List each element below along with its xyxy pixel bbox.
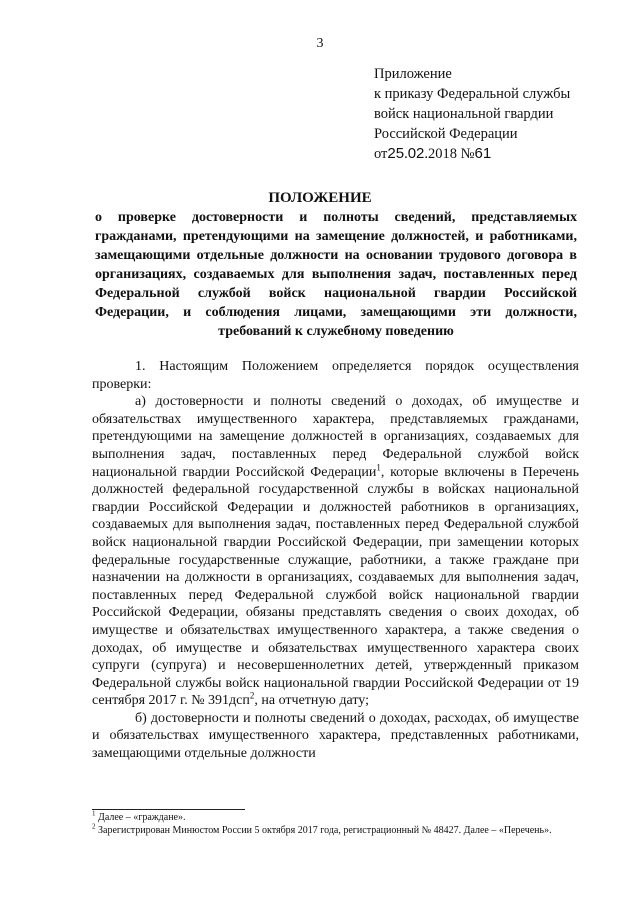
appendix-line-3: войск национальной гвардии [374, 106, 554, 122]
number-sign: № [460, 146, 475, 162]
paragraph-3: б) достоверности и полноты сведений о доходах, расходах, об имуществе и обязательствах имущественного характера, представленных работниками, замещающими отдельные должности [92, 710, 579, 762]
date-day: 25 [387, 145, 405, 162]
footnote-1 [92, 809, 579, 825]
footnote-1-text: Далее – «граждане». [95, 812, 186, 823]
page-number: 3 [316, 36, 324, 51]
paragraph-2-part-3: , на отчетную дату; [254, 693, 369, 709]
footnote-ref-2: 2 [249, 690, 255, 701]
footnote-2-mark: 2 [92, 822, 96, 831]
appendix-line-4: Российской Федерации [374, 126, 518, 142]
footnotes [92, 809, 579, 837]
date-year: .2018 [424, 146, 458, 162]
document-body [92, 358, 579, 763]
footnote-divider [92, 809, 245, 810]
appendix-line-2: к приказу Федеральной службы [374, 86, 571, 102]
document-title: ПОЛОЖЕНИЕ [268, 190, 372, 206]
document-subtitle: о проверке достоверности и полноты сведений, представляемых гражданами, претендующими на замещение должностей, и работниками, замещающими отдельные должности на основании трудового договора в организациях, создаваемых для выполнения задач, поставленных перед Федеральной службой войск национальной гвардии Российской Федерации, и соблюдения лицами, замещающими эти должности, требований к служебному поведению [95, 210, 577, 339]
appendix-line-1: Приложение [374, 66, 452, 82]
footnote-ref-1: 1 [376, 461, 381, 472]
footnote-1-mark: 1 [92, 809, 96, 818]
footnote-2-text: Зарегистрирован Минюстом России 5 октября 2017 года, регистрационный № 48427. Далее – «Перечень». [95, 824, 552, 836]
paragraph-1: 1. Настоящим Положением определяется порядок осуществления проверки: [92, 359, 579, 392]
appendix-block [374, 64, 624, 164]
date-separator: . [404, 146, 408, 162]
paragraph-2-part-1: а) достоверности и полноты сведений о доходах, об имуществе и обязательствах имущественного характера, представляемых гражданами, претендующими на замещение должностей в организациях, создаваемых для выполнения задач, поставленных перед Федеральной службой войск национальной гвардии Российской Федерации [92, 394, 579, 480]
order-number: 61 [474, 145, 492, 162]
date-prefix: от [374, 146, 388, 162]
date-month: 02 [407, 145, 425, 162]
paragraph-2-part-2: , которые включены в Перечень должностей федеральной государственной службы в войсках национальной гвардии Российской Федерации и должностей работников в организациях, создаваемых для выполнения задач, поставленных перед Федеральной службой войск национальной гвардии Российской Федерации, при замещении которых федеральные государственные служащие, работники, а также граждане при назначении на должности в организациях, создаваемых для выполнения задач, поставленных перед Федеральной службой войск национальной гвардии Российской Федерации, обязаны представлять сведения о своих доходах, об имуществе и обязательствах имущественного характера, а также сведения о доходах, об имуществе и обязательствах имущественного характера своих супруги (супруга) и несовершеннолетних детей, утвержденный приказом Федеральной службы войск национальной гвардии Российской Федерации от 19 сентября 2017 г. № 391дсп [92, 464, 580, 709]
footnote-2 [92, 822, 579, 838]
paragraph-2 [92, 393, 579, 710]
appendix-date-line [374, 144, 624, 164]
